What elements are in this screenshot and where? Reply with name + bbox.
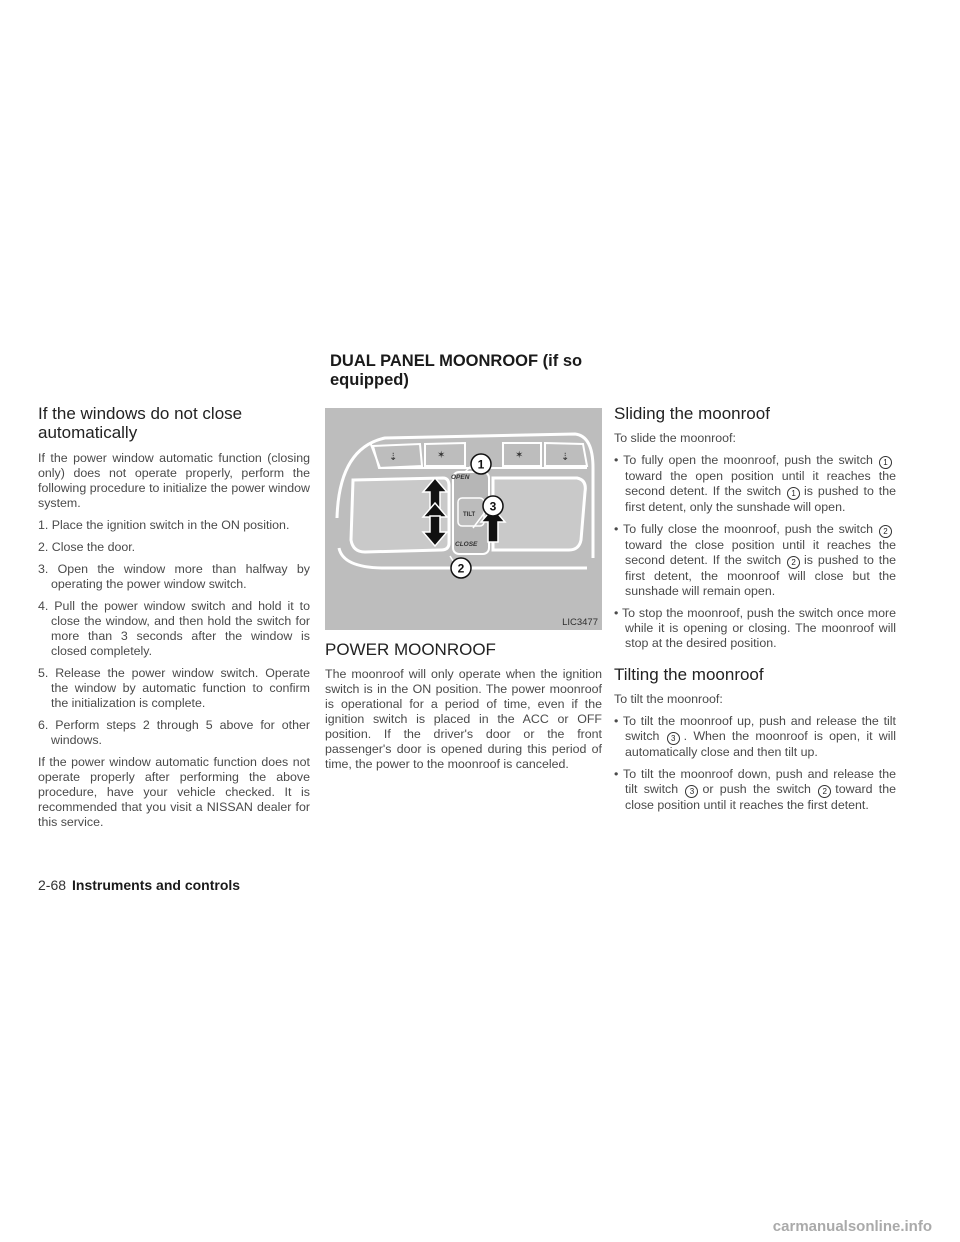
svg-text:2: 2: [457, 561, 465, 576]
right-column: [614, 404, 896, 813]
closing-paragraph: If the power window automatic function does not operate properly after performing the above procedure, have your vehicle checked. It is recommended that you visit a NISSAN dealer for this service.: [38, 755, 310, 829]
section-title: DUAL PANEL MOONROOF (if so equipped): [330, 352, 583, 389]
step-6: 6. Perform steps 2 through 5 above for other windows.: [38, 718, 310, 747]
step-5: 5. Release the power window switch. Operate the window by automatic function to confirm the initialization is complete.: [38, 666, 310, 710]
power-moonroof-section: [325, 640, 602, 772]
step-1: 1. Place the ignition switch in the ON position.: [38, 518, 290, 532]
svg-text:✶: ✶: [515, 450, 524, 461]
tilting-intro: To tilt the moonroof:: [614, 692, 723, 706]
svg-text:⇣: ⇣: [561, 452, 570, 463]
tilting-down-item: • To tilt the moonroof down, push and release the tilt switch 3 or push the switch 2 toward the close position until it reaches the first detent.: [614, 767, 897, 812]
heading-sliding: Sliding the moonroof: [614, 404, 770, 423]
tilting-up-item: • To tilt the moonroof up, push and release the tilt switch 3 . When the moonroof is open, it will automatically close and then tilt up.: [614, 714, 896, 759]
power-moonroof-body: The moonroof will only operate when the ignition switch is in the ON position. The power moonroof is operational for a period of time, even if the ignition switch is placed in the ACC or OFF position. If the driver's door or the front passenger's door is opened during this period of time, the power to the moonroof is canceled.: [325, 667, 602, 771]
open-label: OPEN: [451, 474, 470, 481]
switch-2-badge: 2: [787, 556, 800, 569]
callout-3: [483, 496, 503, 516]
svg-text:✶: ✶: [437, 450, 446, 461]
switch-1-badge: 1: [879, 456, 892, 469]
callout-2: [451, 558, 471, 578]
step-3: 3. Open the window more than halfway by operating the power window switch.: [38, 562, 310, 591]
heading-windows: If the windows do not close automatically: [38, 404, 243, 442]
switch-3-badge: 3: [685, 785, 698, 798]
sliding-intro: To slide the moonroof:: [614, 431, 736, 445]
sliding-open-item: • To fully open the moonroof, push the switch 1toward the open position until it reaches the second detent. If the switch 1 is pushed to the first detent, only the sunshade will open.: [614, 453, 896, 514]
tilt-label: TILT: [463, 512, 476, 518]
page-number: 2-68: [38, 877, 67, 893]
close-label: CLOSE: [455, 541, 478, 548]
moonroof-switch-illustration: [325, 408, 602, 630]
chapter-title: Instruments and controls: [72, 877, 241, 893]
page-footer: [38, 877, 240, 893]
svg-text:⇣: ⇣: [389, 452, 398, 463]
watermark: carmanualsonline.info: [772, 1218, 932, 1235]
step-2: 2. Close the door.: [38, 540, 136, 554]
svg-text:1: 1: [477, 457, 485, 472]
sliding-close-item: • To fully close the moonroof, push the switch 2toward the close position until it reaches the second detent. If the switch 2 is pushed to the first detent, the moonroof will close but the sunshade will remain open.: [614, 522, 896, 598]
switch-2-badge: 2: [818, 785, 831, 798]
sliding-stop-item: • To stop the moonroof, push the switch once more while it is opening or closing. The moonroof will stop at the desired position.: [614, 606, 896, 650]
switch-3-badge: 3: [667, 732, 680, 745]
callout-1: [471, 454, 491, 474]
switch-1-badge: 1: [787, 487, 800, 500]
moonroof-switch-figure: [325, 408, 602, 630]
figure-code: LIC3477: [562, 617, 598, 628]
heading-tilting: Tilting the moonroof: [614, 665, 764, 684]
switch-2-badge: 2: [879, 525, 892, 538]
heading-power-moonroof: POWER MOONROOF: [325, 640, 496, 659]
step-4: 4. Pull the power window switch and hold it to close the window, and then hold the switch for more than 3 seconds after the window is closed completely.: [38, 599, 310, 658]
left-column: [38, 404, 310, 830]
svg-text:3: 3: [489, 499, 497, 514]
intro-paragraph: If the power window automatic function (closing only) does not operate properly, perform the following procedure to initialize the power window system.: [38, 451, 310, 510]
